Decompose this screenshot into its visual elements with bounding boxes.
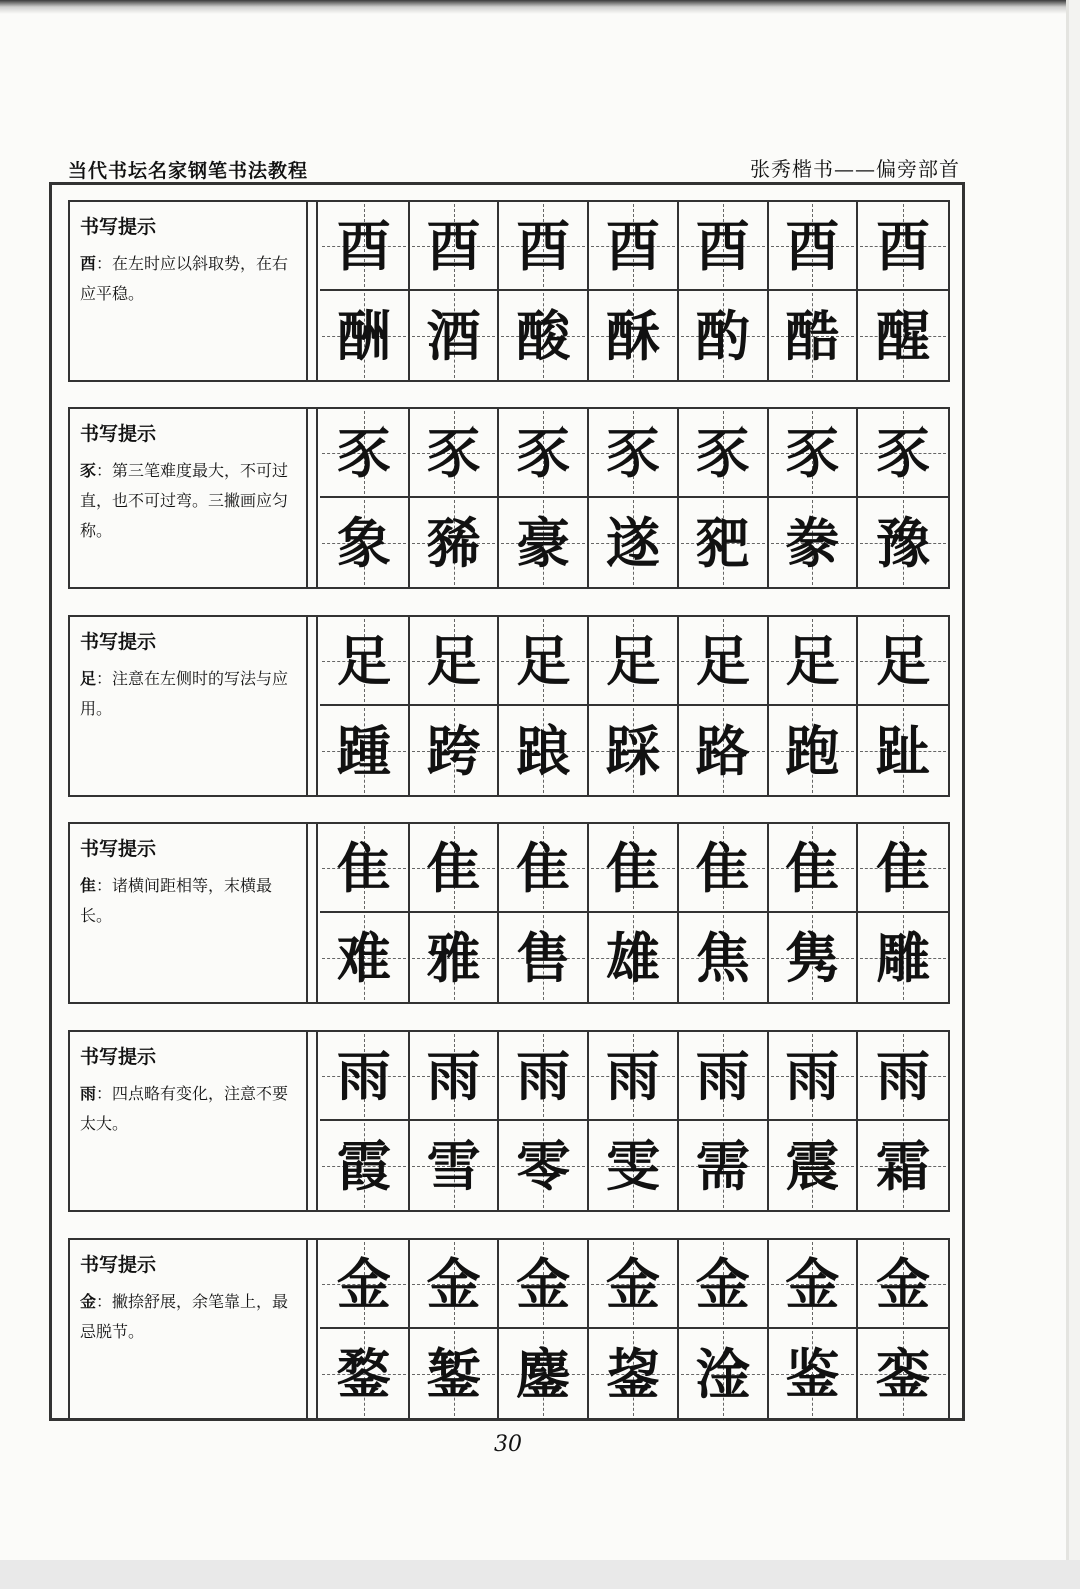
practice-block xyxy=(68,615,950,797)
practice-block xyxy=(68,1238,950,1420)
character: 酉 xyxy=(516,213,571,278)
character-grid xyxy=(320,1240,948,1418)
character: 豨 xyxy=(426,510,481,575)
book-series-title: 当代书坛名家钢笔书法教程 xyxy=(68,160,309,182)
practice-block xyxy=(68,1030,950,1212)
example-character-cell xyxy=(320,291,410,380)
double-rule xyxy=(308,409,318,587)
example-character-cell xyxy=(499,706,589,795)
character-grid xyxy=(320,617,948,795)
character: 豕 xyxy=(695,420,750,485)
chapter-title: 张秀楷书——偏旁部首 xyxy=(750,157,960,181)
scan-bottom-strip xyxy=(0,1560,1080,1589)
writing-tip-text xyxy=(80,1287,298,1347)
double-rule xyxy=(308,617,318,795)
radical-practice-cell xyxy=(769,617,859,706)
writing-tip-title: 书写提示 xyxy=(80,423,157,445)
practice-block xyxy=(68,822,950,1004)
character: 足 xyxy=(695,628,750,693)
example-character-cell xyxy=(679,706,769,795)
practice-block xyxy=(68,200,950,382)
character: 雨 xyxy=(785,1043,840,1108)
character: 足 xyxy=(605,628,660,693)
writing-tip xyxy=(70,202,308,380)
character: 豕 xyxy=(605,420,660,485)
writing-tip-title: 书写提示 xyxy=(80,1254,157,1276)
character: 金 xyxy=(785,1251,840,1316)
character: 金 xyxy=(516,1251,571,1316)
radical-practice-cell xyxy=(499,824,589,913)
radical-practice-cell xyxy=(499,409,589,498)
character: 路 xyxy=(695,718,750,783)
character: 酥 xyxy=(605,303,660,368)
double-rule xyxy=(308,824,318,1002)
character: 趾 xyxy=(876,718,931,783)
radical-practice-cell xyxy=(858,409,948,498)
character: 酉 xyxy=(426,213,481,278)
radical-practice-cell xyxy=(769,824,859,913)
character: 豕 xyxy=(336,420,391,485)
example-character-cell xyxy=(769,498,859,587)
character: 足 xyxy=(516,628,571,693)
character: 酷 xyxy=(785,303,840,368)
character: 豝 xyxy=(695,510,750,575)
radical-practice-cell xyxy=(499,617,589,706)
writing-tip-title: 书写提示 xyxy=(80,631,157,653)
example-character-cell xyxy=(320,913,410,1002)
scan-shadow xyxy=(0,0,1066,14)
character: 雕 xyxy=(876,925,931,990)
radical-practice-cell xyxy=(320,409,410,498)
radical-practice-cell xyxy=(679,1240,769,1329)
radical-label: 豕 xyxy=(80,461,97,480)
character: 金 xyxy=(876,1251,931,1316)
character: 隹 xyxy=(695,835,750,900)
character: 雨 xyxy=(336,1043,391,1108)
radical-practice-cell xyxy=(589,1240,679,1329)
writing-tip-text xyxy=(80,249,298,309)
example-character-cell xyxy=(410,291,500,380)
radical-practice-cell xyxy=(769,1240,859,1329)
character: 难 xyxy=(336,925,391,990)
character: 雨 xyxy=(426,1043,481,1108)
radical-practice-cell xyxy=(589,409,679,498)
example-character-cell xyxy=(410,706,500,795)
example-character-cell xyxy=(410,1121,500,1210)
example-character-cell xyxy=(769,1121,859,1210)
radical-practice-cell xyxy=(769,202,859,291)
example-character-cell xyxy=(499,1121,589,1210)
example-character-cell xyxy=(679,498,769,587)
radical-label: 雨 xyxy=(80,1084,97,1103)
radical-practice-cell xyxy=(858,1240,948,1329)
character: 隹 xyxy=(876,835,931,900)
radical-practice-cell xyxy=(320,1240,410,1329)
character: 豕 xyxy=(785,420,840,485)
writing-tip xyxy=(70,824,308,1002)
radical-practice-cell xyxy=(499,202,589,291)
example-character-cell xyxy=(679,1329,769,1418)
example-character-cell xyxy=(858,498,948,587)
character: 淦 xyxy=(695,1341,750,1406)
character: 踩 xyxy=(605,718,660,783)
character: 鏖 xyxy=(516,1341,571,1406)
radical-practice-cell xyxy=(679,617,769,706)
character: 雄 xyxy=(605,925,660,990)
character: 銮 xyxy=(876,1341,931,1406)
character: 金 xyxy=(336,1251,391,1316)
character: 豫 xyxy=(876,510,931,575)
example-character-cell xyxy=(499,1329,589,1418)
example-character-cell xyxy=(499,291,589,380)
character: 隹 xyxy=(785,835,840,900)
radical-practice-cell xyxy=(410,1032,500,1121)
example-character-cell xyxy=(858,1329,948,1418)
example-character-cell xyxy=(589,498,679,587)
character: 跨 xyxy=(426,718,481,783)
character: 隹 xyxy=(605,835,660,900)
character: 酉 xyxy=(336,213,391,278)
character: 酉 xyxy=(695,213,750,278)
character: 鋆 xyxy=(605,1341,660,1406)
character: 遂 xyxy=(605,510,660,575)
character-grid xyxy=(320,409,948,587)
radical-practice-cell xyxy=(589,617,679,706)
character: 豪 xyxy=(516,510,571,575)
example-character-cell xyxy=(589,1329,679,1418)
character: 金 xyxy=(695,1251,750,1316)
example-character-cell xyxy=(769,291,859,380)
character: 零 xyxy=(516,1133,571,1198)
radical-label: 足 xyxy=(80,669,97,688)
character: 隽 xyxy=(785,925,840,990)
tip-body: ：在左时应以斜取势，在右应平稳。 xyxy=(80,254,289,303)
example-character-cell xyxy=(858,1121,948,1210)
character: 霜 xyxy=(876,1133,931,1198)
example-character-cell xyxy=(410,913,500,1002)
character: 足 xyxy=(785,628,840,693)
radical-practice-cell xyxy=(589,202,679,291)
character: 豕 xyxy=(876,420,931,485)
character: 隹 xyxy=(516,835,571,900)
radical-practice-cell xyxy=(858,617,948,706)
writing-tip-title: 书写提示 xyxy=(80,1046,157,1068)
character: 踵 xyxy=(336,718,391,783)
double-rule xyxy=(308,1240,318,1418)
character: 錾 xyxy=(426,1341,481,1406)
radical-practice-cell xyxy=(499,1032,589,1121)
writing-tip-title: 书写提示 xyxy=(80,838,157,860)
radical-practice-cell xyxy=(410,617,500,706)
radical-practice-cell xyxy=(858,1032,948,1121)
example-character-cell xyxy=(858,291,948,380)
character: 鉴 xyxy=(785,1341,840,1406)
writing-tip-title: 书写提示 xyxy=(80,216,157,238)
tip-body: ：撇捺舒展，余笔靠上，最忌脱节。 xyxy=(80,1292,289,1341)
writing-tip xyxy=(70,617,308,795)
writing-tip-text xyxy=(80,1079,298,1139)
character: 足 xyxy=(426,628,481,693)
example-character-cell xyxy=(320,498,410,587)
radical-label: 隹 xyxy=(80,876,97,895)
writing-tip xyxy=(70,1240,308,1418)
radical-practice-cell xyxy=(499,1240,589,1329)
character: 酌 xyxy=(695,303,750,368)
character: 酒 xyxy=(426,303,481,368)
example-character-cell xyxy=(410,498,500,587)
practice-block xyxy=(68,407,950,589)
character: 醒 xyxy=(876,303,931,368)
character: 酸 xyxy=(516,303,571,368)
character: 足 xyxy=(876,628,931,693)
example-character-cell xyxy=(679,291,769,380)
radical-practice-cell xyxy=(858,824,948,913)
radical-practice-cell xyxy=(589,824,679,913)
character: 售 xyxy=(516,925,571,990)
radical-practice-cell xyxy=(679,1032,769,1121)
character: 霞 xyxy=(336,1133,391,1198)
radical-practice-cell xyxy=(320,1032,410,1121)
character: 震 xyxy=(785,1133,840,1198)
character: 雅 xyxy=(426,925,481,990)
character: 焦 xyxy=(695,925,750,990)
double-rule xyxy=(308,202,318,380)
example-character-cell xyxy=(320,706,410,795)
radical-practice-cell xyxy=(679,824,769,913)
character: 象 xyxy=(336,510,391,575)
example-character-cell xyxy=(769,706,859,795)
radical-practice-cell xyxy=(410,824,500,913)
tip-body: ：第三笔难度最大，不可过直，也不可过弯。三撇画应匀称。 xyxy=(80,461,289,540)
character: 酬 xyxy=(336,303,391,368)
character: 酉 xyxy=(785,213,840,278)
radical-practice-cell xyxy=(410,409,500,498)
character: 隹 xyxy=(336,835,391,900)
character: 需 xyxy=(695,1133,750,1198)
character: 雪 xyxy=(426,1133,481,1198)
radical-practice-cell xyxy=(320,617,410,706)
writing-tip-text xyxy=(80,456,298,546)
example-character-cell xyxy=(320,1329,410,1418)
character: 雨 xyxy=(695,1043,750,1108)
radical-practice-cell xyxy=(589,1032,679,1121)
writing-tip-text xyxy=(80,871,298,931)
character: 足 xyxy=(336,628,391,693)
example-character-cell xyxy=(858,706,948,795)
example-character-cell xyxy=(499,913,589,1002)
example-character-cell xyxy=(410,1329,500,1418)
example-character-cell xyxy=(589,913,679,1002)
example-character-cell xyxy=(679,913,769,1002)
example-character-cell xyxy=(858,913,948,1002)
character: 踉 xyxy=(516,718,571,783)
character: 鍪 xyxy=(336,1341,391,1406)
character-grid xyxy=(320,202,948,380)
radical-label: 金 xyxy=(80,1292,97,1311)
character: 豕 xyxy=(426,420,481,485)
character: 豕 xyxy=(516,420,571,485)
writing-tip xyxy=(70,409,308,587)
example-character-cell xyxy=(320,1121,410,1210)
tip-body: ：四点略有变化，注意不要太大。 xyxy=(80,1084,289,1133)
character-grid xyxy=(320,824,948,1002)
character: 豢 xyxy=(785,510,840,575)
radical-practice-cell xyxy=(679,409,769,498)
writing-tip xyxy=(70,1032,308,1210)
example-character-cell xyxy=(769,913,859,1002)
character: 金 xyxy=(605,1251,660,1316)
character: 酉 xyxy=(876,213,931,278)
example-character-cell xyxy=(589,706,679,795)
radical-practice-cell xyxy=(320,202,410,291)
page-number: 30 xyxy=(494,1432,522,1457)
character: 金 xyxy=(426,1251,481,1316)
character: 跑 xyxy=(785,718,840,783)
character: 雨 xyxy=(605,1043,660,1108)
radical-practice-cell xyxy=(769,1032,859,1121)
example-character-cell xyxy=(499,498,589,587)
character: 酉 xyxy=(605,213,660,278)
radical-label: 酉 xyxy=(80,254,97,273)
character: 雨 xyxy=(876,1043,931,1108)
tip-body: ：注意在左侧时的写法与应用。 xyxy=(80,669,289,718)
character-grid xyxy=(320,1032,948,1210)
character: 雯 xyxy=(605,1133,660,1198)
writing-tip-text xyxy=(80,664,298,724)
radical-practice-cell xyxy=(769,409,859,498)
radical-practice-cell xyxy=(858,202,948,291)
radical-practice-cell xyxy=(679,202,769,291)
radical-practice-cell xyxy=(410,202,500,291)
radical-practice-cell xyxy=(320,824,410,913)
example-character-cell xyxy=(589,291,679,380)
radical-practice-cell xyxy=(410,1240,500,1329)
example-character-cell xyxy=(769,1329,859,1418)
character: 雨 xyxy=(516,1043,571,1108)
tip-body: ：诸横间距相等，末横最长。 xyxy=(80,876,273,925)
example-character-cell xyxy=(679,1121,769,1210)
character: 隹 xyxy=(426,835,481,900)
example-character-cell xyxy=(589,1121,679,1210)
double-rule xyxy=(308,1032,318,1210)
